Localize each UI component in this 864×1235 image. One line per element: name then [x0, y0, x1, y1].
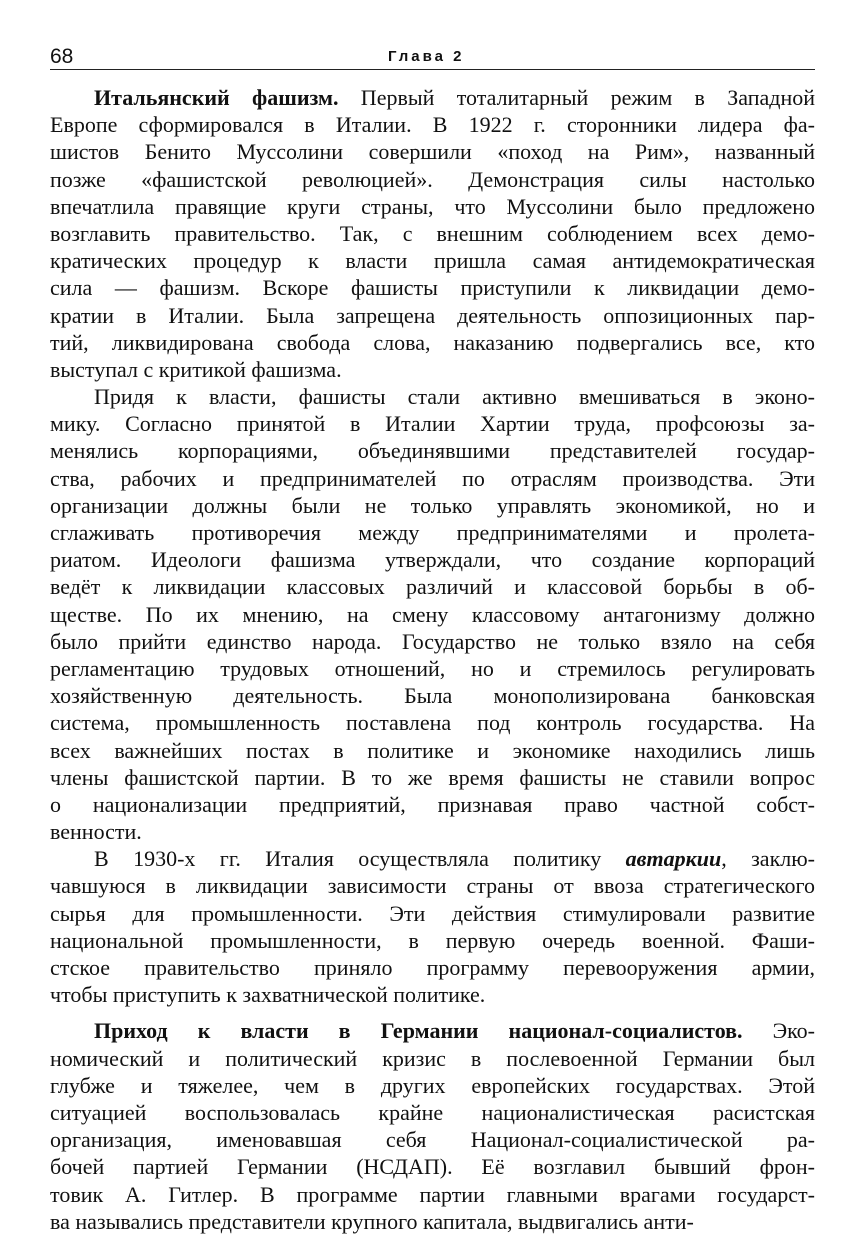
text-line [50, 682, 815, 709]
text-line [50, 437, 815, 464]
text-line [50, 981, 815, 1008]
text-line [50, 465, 815, 492]
text-run: организации должны были не только управлять экономикой, но и [50, 492, 815, 518]
text-run: В 1930-х гг. Италия осуществляла политику [94, 846, 626, 872]
text-run: , заклю- [721, 846, 815, 872]
paragraph [50, 383, 815, 845]
text-run: венности. [50, 819, 142, 845]
text-run: организация, именовавшая себя Национал-социалистической ра- [50, 1127, 815, 1153]
section-gap [50, 1008, 815, 1017]
text-run: кратии в Италии. Была запрещена деятельность оппозиционных пар- [50, 302, 815, 328]
body-text [50, 84, 815, 1235]
text-run: национальной промышленности, в первую очередь военной. Фаши- [50, 927, 815, 953]
text-line [50, 573, 815, 600]
text-run: регламентацию трудовых отношений, но и стремилось регулировать [50, 655, 815, 681]
text-run: шистов Бенито Муссолини совершили «поход на Рим», названный [50, 139, 815, 165]
text-line [50, 546, 815, 573]
text-line [50, 954, 815, 981]
header-divider [50, 69, 815, 70]
text-run: менялись корпорациями, объединявшими представителей государ- [50, 438, 815, 464]
text-line [50, 1126, 815, 1153]
text-line [50, 1208, 815, 1235]
text-run: номический и политический кризис в послевоенной Германии был [50, 1045, 815, 1071]
text-line [50, 737, 815, 764]
text-line [50, 492, 815, 519]
text-run: Эко- [742, 1018, 816, 1044]
text-run: риатом. Идеологи фашизма утверждали, что создание корпораций [50, 547, 815, 573]
paragraph [50, 1017, 815, 1235]
paragraph [50, 845, 815, 1008]
emphasized-term: автаркии [625, 846, 722, 872]
running-header [50, 44, 815, 70]
text-run: Придя к власти, фашисты стали активно вмешиваться в эконо- [94, 384, 815, 410]
text-line [50, 709, 815, 736]
text-run: кратических процедур к власти пришла самая антидемократическая [50, 248, 815, 274]
text-line [50, 900, 815, 927]
text-run: тий, ликвидирована свобода слова, наказанию подвергались все, кто [50, 329, 815, 355]
text-line [50, 845, 815, 872]
text-run: бочей партией Германии (НСДАП). Её возглавил бывший фрон- [50, 1154, 815, 1180]
text-line [50, 1045, 815, 1072]
text-run: товик А. Гитлер. В программе партии главными врагами государст- [50, 1181, 815, 1207]
text-run: сила — фашизм. Вскоре фашисты приступили к ликвидации демо- [50, 275, 815, 301]
text-line [50, 138, 815, 165]
page-number: 68 [50, 45, 74, 68]
section-heading: Итальянский фашизм. [94, 85, 339, 110]
text-run: ситуацией воспользовалась крайне националистическая расистская [50, 1099, 815, 1125]
text-run: ществе. По их мнению, на смену классовому антагонизму должно [50, 601, 815, 627]
text-run: всех важнейших постах в политике и экономике находились лишь [50, 737, 815, 763]
text-line [50, 111, 815, 138]
text-run: ства, рабочих и предпринимателей по отраслям производства. Эти [50, 465, 815, 491]
text-line [50, 193, 815, 220]
text-line [50, 220, 815, 247]
text-run: члены фашистской партии. В то же время фашисты не ставили вопрос [50, 764, 815, 790]
text-line [50, 1072, 815, 1099]
text-run: сырья для промышленности. Эти действия стимулировали развитие [50, 900, 815, 926]
text-line [50, 166, 815, 193]
text-line [50, 818, 815, 845]
text-run: чтобы приступить к захватнической политике. [50, 982, 486, 1008]
text-line [50, 1017, 815, 1044]
text-line [50, 628, 815, 655]
text-line [50, 84, 815, 111]
text-line [50, 329, 815, 356]
text-line [50, 655, 815, 682]
text-line [50, 1153, 815, 1180]
section-heading: Приход к власти в Германии национал-социалистов. [94, 1018, 743, 1044]
text-line [50, 927, 815, 954]
text-line [50, 410, 815, 437]
text-line [50, 274, 815, 301]
text-run: о национализации предприятий, признавая право частной собст- [50, 791, 815, 817]
text-run: Европе сформировался в Италии. В 1922 г. сторонники лидера фа- [50, 112, 815, 138]
text-run: выступал с критикой фашизма. [50, 356, 342, 382]
text-run: возглавить правительство. Так, с внешним соблюдением всех демо- [50, 220, 815, 246]
chapter-title: Глава 2 [388, 48, 465, 65]
text-run: хозяйственную деятельность. Была монополизирована банковская [50, 683, 815, 709]
text-line [50, 872, 815, 899]
text-run: чавшуюся в ликвидации зависимости страны от ввоза стратегического [50, 873, 815, 899]
text-line [50, 383, 815, 410]
text-run: ва назывались представители крупного капитала, выдвигались анти- [50, 1208, 694, 1234]
text-line [50, 247, 815, 274]
text-line [50, 764, 815, 791]
text-run: глубже и тяжелее, чем в других европейских государствах. Этой [50, 1072, 815, 1098]
text-line [50, 356, 815, 383]
text-run: впечатлила правящие круги страны, что Муссолини было предложено [50, 193, 815, 219]
text-run: мику. Согласно принятой в Италии Хартии труда, профсоюзы за- [50, 411, 815, 437]
text-run: ведёт к ликвидации классовых различий и классовой борьбы в об- [50, 574, 815, 600]
text-line [50, 519, 815, 546]
text-line [50, 1099, 815, 1126]
text-line [50, 1181, 815, 1208]
text-run: Первый тоталитарный режим в Западной [338, 85, 815, 110]
text-line [50, 791, 815, 818]
text-run: было прийти единство народа. Государство не только взяло на себя [50, 628, 815, 654]
text-run: система, промышленность поставлена под контроль государства. На [50, 710, 815, 736]
text-run: позже «фашистской революцией». Демонстрация силы настолько [50, 166, 815, 192]
text-run: стское правительство приняло программу перевооружения армии, [50, 955, 815, 980]
text-line [50, 302, 815, 329]
paragraph [50, 84, 815, 383]
text-line [50, 601, 815, 628]
text-run: сглаживать противоречия между предпринимателями и пролета- [50, 520, 815, 545]
